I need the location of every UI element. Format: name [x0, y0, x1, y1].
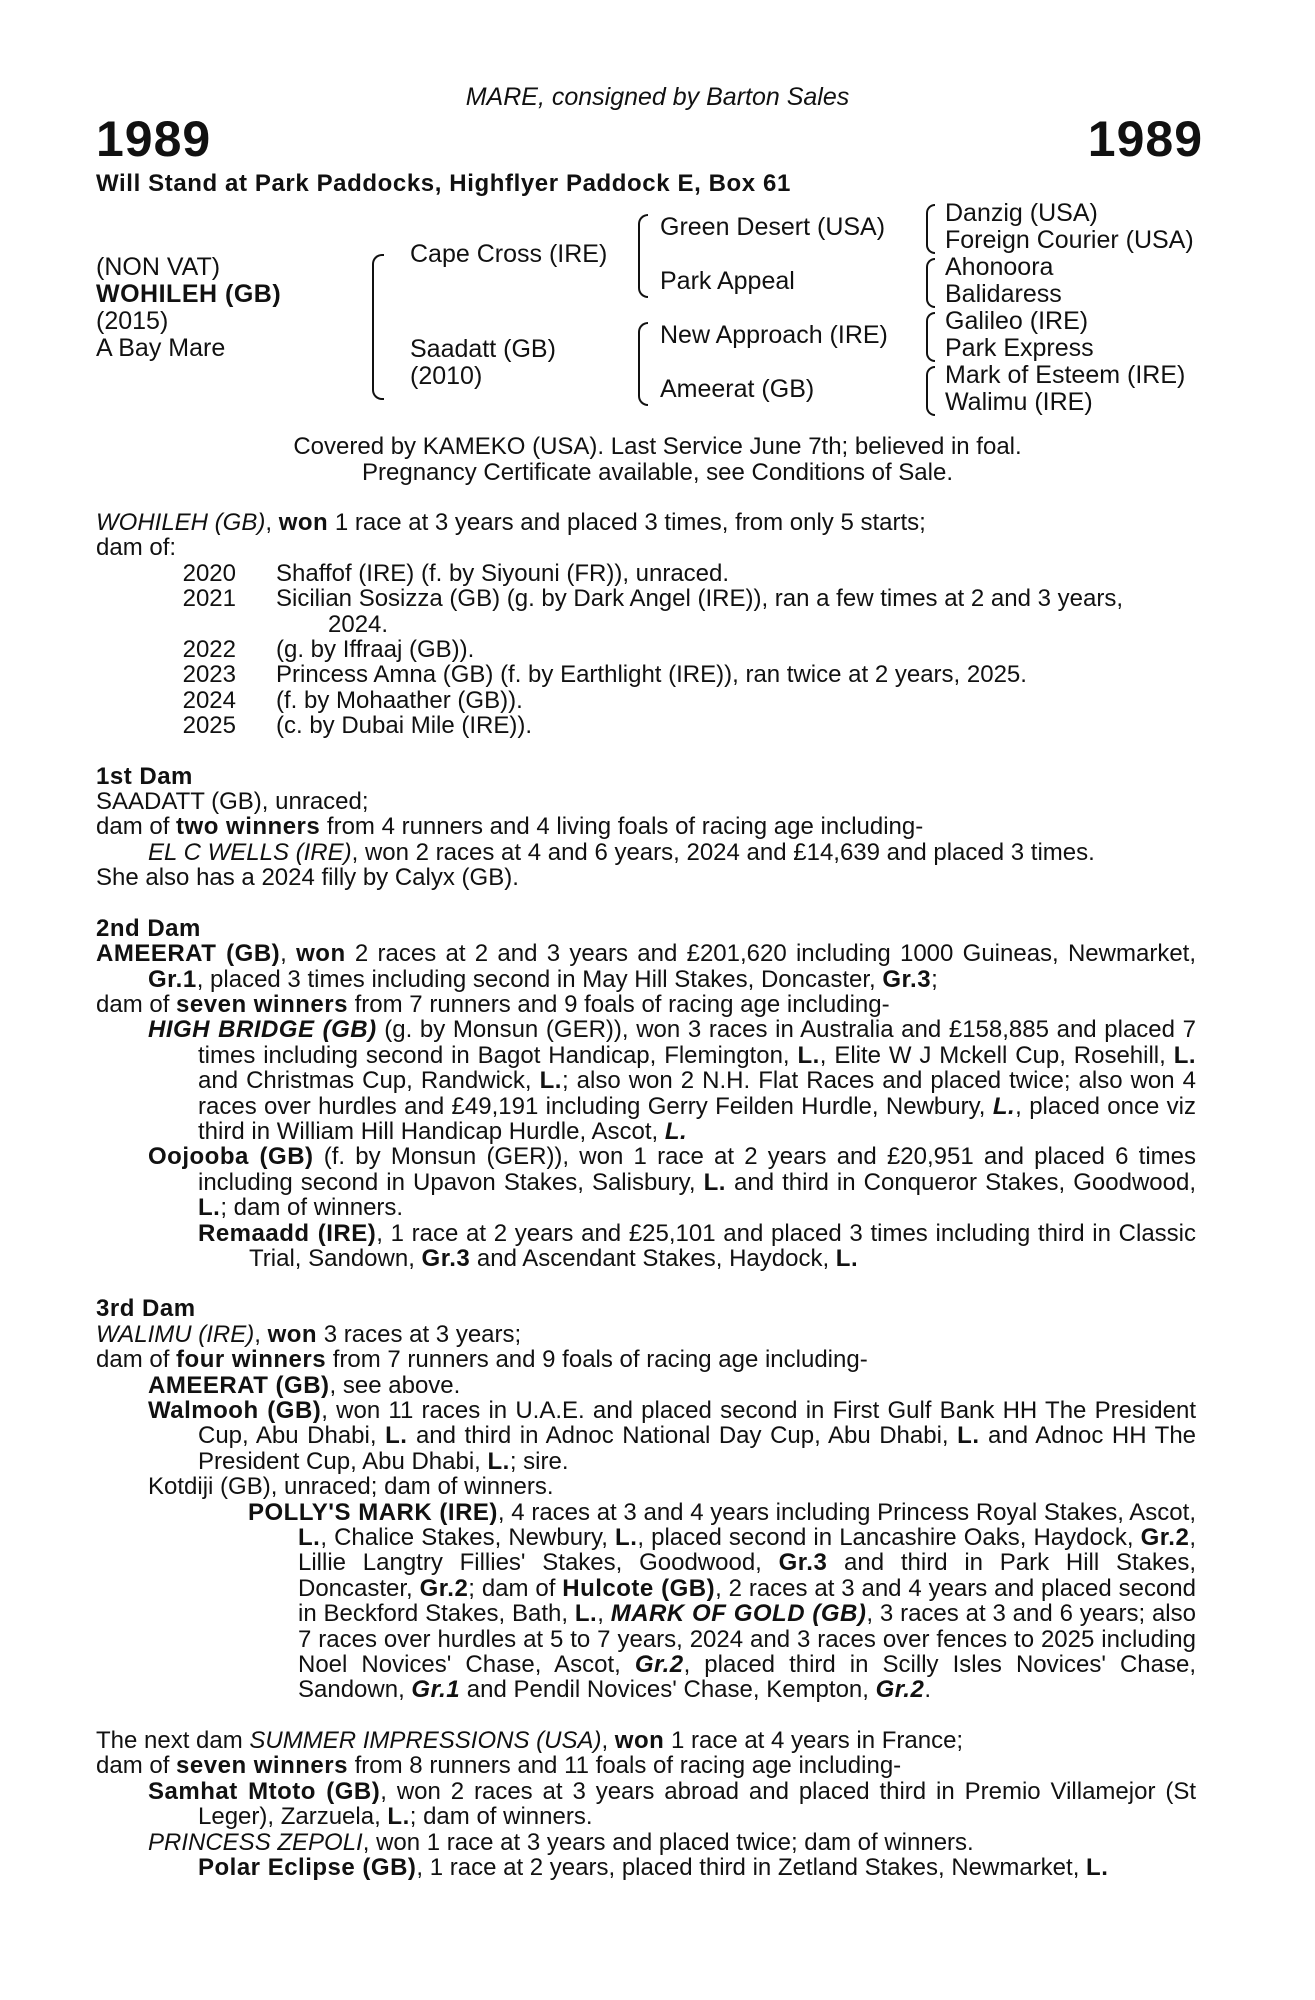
produce-row: 2022 (g. by Iffraaj (GB)).	[182, 636, 475, 664]
third-dam-record: WALIMU (IRE), won 3 races at 3 years;	[96, 1320, 522, 1348]
dam-sire: New Approach (IRE)	[660, 321, 888, 349]
sire-sire-dam: Foreign Courier (USA)	[945, 226, 1194, 254]
pregnancy-line: Pregnancy Certificate available, see Conditions of Sale.	[362, 459, 953, 486]
dam-sire-sire: Galileo (IRE)	[945, 307, 1089, 335]
produce-row: 2020 Shaffof (IRE) (f. by Siyouni (FR)), unraced.	[182, 559, 730, 587]
dam-dam-dam: Walimu (IRE)	[945, 388, 1093, 416]
first-dam-runner: EL C WELLS (IRE), won 2 races at 4 and 6 years, 2024 and £14,639 and placed 3 times.	[148, 838, 1095, 866]
pedigree-bracket-sd	[926, 258, 935, 308]
runner-princess-zepoli: PRINCESS ZEPOLI, won 1 race at 3 years and placed twice; dam of winners.	[148, 1828, 974, 1856]
dam-name: Saadatt (GB)	[410, 335, 556, 363]
next-dam-produce-summary: dam of seven winners from 8 runners and 11 foals of racing age including-	[96, 1752, 902, 1780]
second-dam-record: AMEERAT (GB), won 2 races at 2 and 3 years and £201,620 including 1000 Guineas, Newmarket, Gr.1, placed 3 times including second in May Hill Stakes, Doncaster, Gr.3;	[96, 940, 1197, 993]
first-dam-produce-summary: dam of two winners from 4 runners and 4 living foals of racing age including-	[96, 813, 924, 841]
dam-sire-dam: Park Express	[945, 334, 1094, 362]
covered-line: Covered by KAMEKO (USA). Last Service June 7th; believed in foal.	[293, 433, 1022, 460]
second-dam-heading: 2nd Dam	[96, 914, 201, 942]
produce-row: 2023 Princess Amna (GB) (f. by Earthlight (IRE)), ran twice at 2 years, 2025.	[182, 661, 1027, 689]
runner-remaadd: Remaadd (IRE), 1 race at 2 years and £25,101 and placed 3 times including third in Classic Trial, Sandown, Gr.3 and Ascendant Stakes, Haydock, L.	[198, 1219, 1196, 1272]
dam-dam: Ameerat (GB)	[660, 375, 815, 403]
sire-name: Cape Cross (IRE)	[410, 240, 608, 268]
runner-high-bridge: HIGH BRIDGE (GB) (g. by Monsun (GER)), won 3 races in Australia and £158,885 and placed 7 times including second in Bagot Handicap, Flemington, L., Elite W J Mckell Cup, Rosehill, L. and Christmas Cup, Randwick, L.; also won 2 N.H. Flat Races and placed twice; also won 4 races over hurdles and £49,191 including Gerry Feilden Hurdle, Newbury, L., placed once viz third in William Hill Handicap Hurdle, Ascot, L.	[148, 1016, 1197, 1145]
first-dam-note: She also has a 2024 filly by Calyx (GB).	[96, 864, 519, 892]
third-dam-heading: 3rd Dam	[96, 1295, 196, 1323]
dam-of-label: dam of:	[96, 534, 177, 562]
runner-oojooba: Oojooba (GB) (f. by Monsun (GER)), won 1 race at 2 years and £20,951 and placed 6 times including second in Upavon Stakes, Salisbury, L. and third in Conqueror Stakes, Goodwood, L.; dam of winners.	[148, 1143, 1196, 1222]
dam-dam-sire: Mark of Esteem (IRE)	[945, 361, 1186, 389]
sire-dam: Park Appeal	[660, 267, 795, 295]
lot-number-left: 1989	[96, 111, 212, 167]
runner-samhat-mtoto: Samhat Mtoto (GB), won 2 races at 3 years abroad and placed third in Premio Villamejor (St Leger), Zarzuela, L.; dam of winners.	[148, 1777, 1196, 1831]
pedigree-bracket-main	[372, 254, 384, 400]
catalogue-body	[96, 510, 1196, 1880]
first-dam-line: SAADATT (GB), unraced;	[96, 788, 369, 816]
horse-year: (2015)	[96, 307, 169, 335]
produce-row: 2024 (f. by Mohaather (GB)).	[182, 686, 523, 714]
stand-location: Will Stand at Park Paddocks, Highflyer Paddock E, Box 61	[96, 170, 791, 197]
sire-sire-sire: Danzig (USA)	[945, 199, 1098, 227]
produce-row: 2025 (c. by Dubai Mile (IRE)).	[182, 712, 533, 740]
second-dam-produce-summary: dam of seven winners from 7 runners and 9 foals of racing age including-	[96, 990, 890, 1018]
sire-sire: Green Desert (USA)	[660, 213, 886, 241]
horse-description: A Bay Mare	[96, 334, 226, 362]
pedigree-bracket-dam	[638, 322, 648, 406]
pedigree-bracket-ss	[926, 204, 935, 254]
dam-year: (2010)	[410, 362, 483, 390]
sire-dam-sire: Ahonoora	[945, 253, 1054, 281]
vat-status: (NON VAT)	[96, 253, 221, 281]
next-dam-record: The next dam SUMMER IMPRESSIONS (USA), won 1 race at 4 years in France;	[96, 1726, 964, 1754]
runner-ameerat: AMEERAT (GB), see above.	[148, 1371, 461, 1399]
runner-walmooh: Walmooh (GB), won 11 races in U.A.E. and placed second in First Gulf Bank HH The President Cup, Abu Dhabi, L. and third in Adnoc National Day Cup, Abu Dhabi, L. and Adnoc HH The President Cup, Abu Dhabi, L.; sire.	[148, 1397, 1197, 1475]
lot-number-right: 1989	[1087, 111, 1203, 167]
consigned-line: MARE, consigned by Barton Sales	[465, 83, 850, 111]
pedigree-bracket-ds	[926, 312, 935, 362]
produce-row: 2021 Sicilian Sosizza (GB) (g. by Dark Angel (IRE)), ran a few times at 2 and 3 years,	[182, 585, 1123, 613]
sire-dam-dam: Balidaress	[945, 280, 1062, 308]
runner-pollys-mark: POLLY'S MARK (IRE), 4 races at 3 and 4 years including Princess Royal Stakes, Ascot, L., Chalice Stakes, Newbury, L., placed second in Lancashire Oaks, Haydock, Gr.2, Lillie Langtry Fillies' Stakes, Goodwood, Gr.3 and third in Park Hill Stakes, Doncaster, Gr.2; dam of Hulcote (GB), 2 races at 3 and 4 years and placed second in Beckford Stakes, Bath, L., MARK OF GOLD (GB), 3 races at 3 and 6 years; also 7 races over hurdles at 5 to 7 years, 2024 and 3 races over fences to 2025 including Noel Novices' Chase, Ascot, Gr.2, placed third in Scilly Isles Novices' Chase, Sandown, Gr.1 and Pendil Novices' Chase, Kempton, Gr.2.	[248, 1498, 1196, 1704]
third-dam-produce-summary: dam of four winners from 7 runners and 9 foals of racing age including-	[96, 1346, 868, 1374]
pedigree-bracket-sire	[638, 214, 648, 298]
runner-polar-eclipse: Polar Eclipse (GB), 1 race at 2 years, placed third in Zetland Stakes, Newmarket, L.	[198, 1853, 1109, 1881]
produce-row-cont: 2024.	[328, 610, 389, 638]
runner-kotdiji: Kotdiji (GB), unraced; dam of winners.	[148, 1473, 554, 1501]
horse-name: WOHILEH (GB)	[96, 280, 282, 308]
first-dam-heading: 1st Dam	[96, 762, 193, 790]
record-intro: WOHILEH (GB), won 1 race at 3 years and placed 3 times, from only 5 starts;	[96, 509, 926, 536]
pedigree-bracket-dd	[926, 366, 935, 416]
